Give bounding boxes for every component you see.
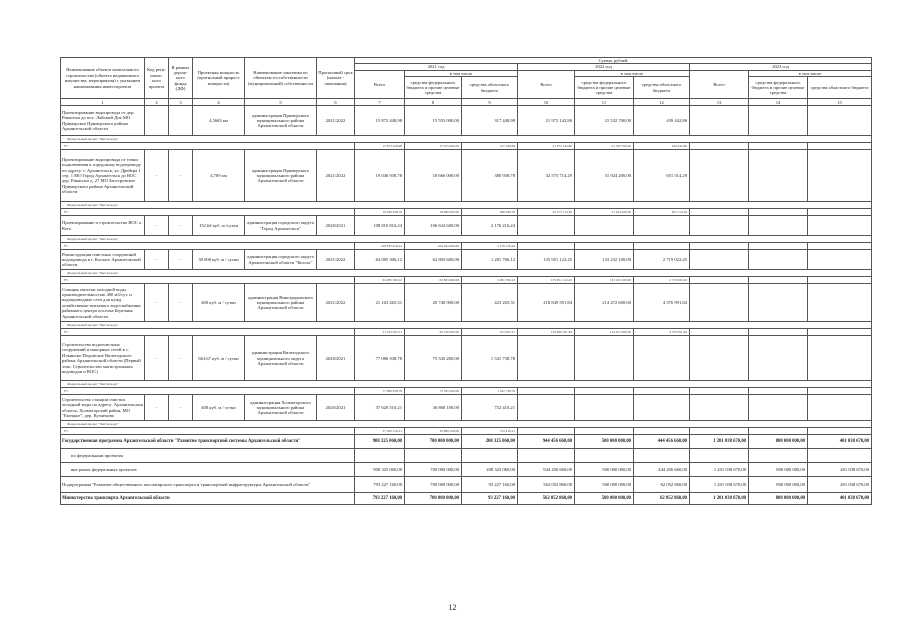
object-period: 2021/2022 (317, 106, 355, 136)
object-amount: 2 176 216,24 (462, 216, 518, 236)
column-number: 1 (61, 99, 145, 106)
program-row (61, 435, 872, 449)
federal-project-amount: 380 938,78 (462, 209, 518, 216)
object-name: Проектирование и строительство ВОС о. Кего (61, 216, 145, 236)
object-capacity: 152,64 куб. м /сутки (193, 216, 245, 236)
column-number-row (61, 99, 872, 106)
object-amount (518, 216, 575, 236)
outside-reg-2021: 208 325 060,00 (462, 463, 518, 477)
federal-project-label: Федеральный проект "Чистая вода" (61, 421, 872, 428)
outside-fed-label: вне рамок федеральных проектов (61, 463, 355, 477)
subprogram-total-2022: 562 052 860,00 (518, 477, 575, 493)
object-period: 2020/2021 (317, 216, 355, 236)
object-amount (518, 395, 575, 421)
object-amount: 32 575 714,29 (518, 150, 575, 202)
object-amount (749, 250, 808, 270)
object-row (61, 284, 872, 322)
federal-project-label: Федеральный проект "Чистая вода" (61, 270, 872, 277)
outside-reg-2023: 401 038 670,00 (808, 463, 872, 477)
object-amount (749, 395, 808, 421)
ministry-fed-2022: 500 000 000,00 (575, 493, 634, 505)
object-amount (634, 395, 690, 421)
federal-project-amount (634, 243, 690, 250)
federal-project-amount: 21 532 700,00 (575, 143, 634, 150)
federal-project-label-row (61, 322, 872, 329)
federal-project-amount (749, 143, 808, 150)
federal-project-amount: 214 472 600,00 (575, 329, 634, 336)
federal-project-row (61, 428, 872, 435)
header-fed-2022: средства федерального бюджета и прочие целевые средства (575, 77, 634, 99)
object-amount: 36 868 100,00 (405, 395, 462, 421)
column-number: 10 (518, 99, 575, 106)
federal-project-amount (808, 329, 872, 336)
federal-project-amount (690, 388, 749, 395)
federal-project-row (61, 143, 872, 150)
object-row (61, 250, 872, 270)
subprogram-fed-2023: 800 000 000,00 (749, 477, 808, 493)
object-code: - (145, 150, 169, 202)
federal-project-amount: 218 849 591,84 (518, 329, 575, 336)
subprogram-reg-2021: 93 227 160,00 (462, 477, 518, 493)
object-amount: 218 849 591,84 (518, 284, 575, 322)
federal-project-amount: 135 951 122,45 (518, 277, 575, 284)
federal-project-amount: 21 972 142,86 (518, 143, 575, 150)
federal-project-amount (808, 277, 872, 284)
subprogram-total-2023: 1 201 038 670,00 (690, 477, 749, 493)
federal-project-amount: 20 740 000,00 (405, 329, 462, 336)
program-fed-2022: 500 000 000,00 (575, 435, 634, 449)
federal-project-amount: 77 086 938,78 (355, 388, 405, 395)
object-row (61, 336, 872, 381)
object-capacity: 4,709 км (193, 150, 245, 202)
federal-project-amount: 317 448,98 (462, 143, 518, 150)
program-fed-2023: 800 000 000,00 (749, 435, 808, 449)
federal-project-amount (749, 243, 808, 250)
object-row (61, 216, 872, 236)
header-reg-2021: средства областного бюджета (462, 77, 518, 99)
object-amount (808, 106, 872, 136)
outside-total-2021: 908 325 060,00 (355, 463, 405, 477)
ministry-reg-2021: 93 227 160,00 (462, 493, 518, 505)
object-capacity: 4,5665 км (193, 106, 245, 136)
federal-project-row (61, 388, 872, 395)
federal-project-amount: 31 924 200,00 (575, 209, 634, 216)
subprogram-reg-2023: 401 038 670,00 (808, 477, 872, 493)
object-amount: 4 376 991,84 (634, 284, 690, 322)
federal-project-amount (518, 388, 575, 395)
object-amount: 752 410,21 (462, 395, 518, 421)
federal-project-amount (634, 428, 690, 435)
federal-project-label-row (61, 236, 872, 243)
federal-project-label: Федеральный проект "Чистая вода" (61, 136, 872, 143)
object-road-fund: - (169, 150, 193, 202)
program-total-2021: 908 325 060,00 (355, 435, 405, 449)
ministry-total-2022: 562 052 860,00 (518, 493, 575, 505)
subprogram-reg-2022: 62 052 860,00 (634, 477, 690, 493)
header-period: Прогнозный срок (начала - окончания) (317, 58, 355, 99)
fed-projects-row (61, 449, 872, 463)
object-amount (690, 250, 749, 270)
federal-project-code: F5 (61, 243, 355, 250)
object-period: 2020/2021 (317, 395, 355, 421)
object-amount: 423 265,31 (462, 284, 518, 322)
column-number: 3 (169, 99, 193, 106)
object-amount (749, 216, 808, 236)
header-sums: Сумма, рублей (355, 58, 872, 64)
federal-project-amount (749, 329, 808, 336)
outside-total-2023: 1 201 038 670,00 (690, 463, 749, 477)
federal-project-amount: 106 634 600,00 (405, 243, 462, 250)
object-amount: 317 448,98 (462, 106, 518, 136)
federal-project-label: Федеральный проект "Чистая вода" (61, 322, 872, 329)
header-fed-2021: средства федерального бюджета и прочие целевые средства (405, 77, 462, 99)
federal-project-amount: 2 176 216,24 (462, 243, 518, 250)
federal-project-amount (690, 277, 749, 284)
federal-project-amount: 133 232 100,00 (575, 277, 634, 284)
object-code (145, 106, 169, 136)
object-amount (808, 336, 872, 381)
object-amount: 62 803 600,00 (405, 250, 462, 270)
header-total-2023: Всего (690, 70, 749, 98)
federal-project-code: F5 (61, 143, 355, 150)
object-code: - (145, 250, 169, 270)
object-name: Проектирование водопровода от точки подключения к городскому водопроводу по адресу: г. Архангельск, ул. Дрейера 1 стр. 1 МО Город Архангельск до ВОС дер. Рикасиха д. 27 МО Заостровское Приморского района Архангельской области (61, 150, 145, 202)
object-amount: 21 163 265,31 (355, 284, 405, 322)
federal-project-amount (575, 428, 634, 435)
object-capacity: 400 куб. м / сутки (193, 284, 245, 322)
object-amount (808, 216, 872, 236)
header-capacity: Проектная мощность (прогнозный прирост мощности) (193, 58, 245, 99)
federal-project-amount (808, 428, 872, 435)
object-amount (575, 336, 634, 381)
federal-project-row (61, 329, 872, 336)
header-fed-2023: средства федерального бюджета и прочие целевые средства (749, 77, 808, 99)
object-road-fund: - (169, 336, 193, 381)
object-amount (749, 106, 808, 136)
object-amount: 77 086 938,78 (355, 336, 405, 381)
program-total-2022: 944 456 660,00 (518, 435, 575, 449)
federal-project-label-row (61, 202, 872, 209)
federal-project-label-row (61, 270, 872, 277)
header-year-2021: 2021 год (355, 64, 518, 70)
object-period: 2021/2022 (317, 250, 355, 270)
program-total-2023: 1 201 038 670,00 (690, 435, 749, 449)
header-project-code: Код реги-ональ-ного проекта (145, 58, 169, 99)
object-customer: администрация городского округа "Город Архангельск" (245, 216, 317, 236)
object-capacity: 30 000 куб. м / сутки (193, 250, 245, 270)
federal-project-code: F5 (61, 388, 355, 395)
header-customer: Наименование заказчика по объектам госсобственности (муниципальный) собственности (245, 58, 317, 99)
federal-project-amount (518, 428, 575, 435)
column-number: 14 (749, 99, 808, 106)
object-name: Строительство станции очистки холодной воды по адресу: Архангельская область, Холмогорский район, МО "Емецкое", дер. Кузнецово (61, 395, 145, 421)
subprogram-row (61, 477, 872, 493)
column-number: 11 (575, 99, 634, 106)
federal-project-code: F5 (61, 329, 355, 336)
federal-project-label-row (61, 136, 872, 143)
object-name: Проектирование водопровода от дер. Рикасиха до пос. Лайский Док МО Приморское Приморского района Архангельской области (61, 106, 145, 136)
program-reg-2021: 208 325 060,00 (462, 435, 518, 449)
outside-reg-2022: 444 456 660,00 (634, 463, 690, 477)
object-amount: 18 666 000,00 (405, 150, 462, 202)
federal-project-label: Федеральный проект "Чистая вода" (61, 236, 872, 243)
column-number: 6 (317, 99, 355, 106)
object-amount: 19 046 938,78 (355, 150, 405, 202)
object-road-fund: - (169, 395, 193, 421)
federal-project-amount: 19 046 938,78 (355, 209, 405, 216)
object-code: - (145, 336, 169, 381)
header-reg-2023: средства областного бюджета (808, 77, 872, 99)
object-road-fund: - (169, 250, 193, 270)
federal-project-amount: 1 281 706,12 (462, 277, 518, 284)
federal-project-amount: 2 719 022,45 (634, 277, 690, 284)
federal-project-amount (690, 143, 749, 150)
ministry-fed-2021: 700 000 000,00 (405, 493, 462, 505)
object-amount (690, 284, 749, 322)
object-amount (749, 150, 808, 202)
object-name: Реконструкция очистных сооружений водопровода в г. Котласе Архангельской области (61, 250, 145, 270)
object-name: Станция очистки холодной воды производительностью 400 м3/сут. и водопроводные сети для нужд хозяйственно-питьевого водоснабжения районного центра поселка Березник Архангельской области (61, 284, 145, 322)
object-customer: администрация городского округа Архангельской области "Котлас" (245, 250, 317, 270)
column-number: 12 (634, 99, 690, 106)
header-incl-2021: в том числе (405, 70, 518, 76)
program-title: Государственная программа Архангельской области "Развитие транспортной системы Архангельской области" (61, 435, 355, 449)
object-amount: 439 442,86 (634, 106, 690, 136)
column-number: 8 (405, 99, 462, 106)
federal-project-amount: 752 410,21 (462, 428, 518, 435)
outside-fed-2023: 800 000 000,00 (749, 463, 808, 477)
header-reg-2022: средства областного бюджета (634, 77, 690, 99)
column-number: 2 (145, 99, 169, 106)
federal-project-amount (575, 243, 634, 250)
federal-project-row (61, 243, 872, 250)
object-amount: 651 514,29 (634, 150, 690, 202)
column-number: 7 (355, 99, 405, 106)
object-row (61, 150, 872, 202)
ministry-total-2021: 793 227 160,00 (355, 493, 405, 505)
federal-project-code: F5 (61, 209, 355, 216)
page-number: 12 (448, 603, 457, 612)
federal-project-amount: 423 265,31 (462, 329, 518, 336)
object-amount (634, 216, 690, 236)
header-object-name: Наименование объекта капитального строительства (объекта недвижимого имущества, мероприятия) с указанием наименования инвестпроекта (61, 58, 145, 99)
fed-projects-label: по федеральным проектам (61, 449, 355, 463)
outside-total-2022: 944 456 660,00 (518, 463, 575, 477)
object-amount: 21 532 700,00 (575, 106, 634, 136)
object-amount (690, 216, 749, 236)
program-reg-2023: 401 038 670,00 (808, 435, 872, 449)
budget-table (60, 57, 872, 505)
object-amount: 15 555 000,00 (405, 106, 462, 136)
federal-project-amount (690, 243, 749, 250)
ministry-label: Министерство транспорта Архангельской области (61, 493, 355, 505)
federal-project-amount: 64 085 306,12 (355, 277, 405, 284)
object-amount (808, 250, 872, 270)
object-customer: администрация Виноградовского муниципального района Архангельской области (245, 284, 317, 322)
federal-project-amount (749, 428, 808, 435)
object-amount: 106 634 600,00 (405, 216, 462, 236)
program-reg-2022: 444 456 660,00 (634, 435, 690, 449)
object-amount (749, 336, 808, 381)
header-year-2023: 2023 год (690, 64, 872, 70)
column-number: 4 (193, 99, 245, 106)
subprogram-fed-2022: 500 000 000,00 (575, 477, 634, 493)
object-amount (575, 216, 634, 236)
object-amount (634, 336, 690, 381)
object-amount: 64 085 306,12 (355, 250, 405, 270)
federal-project-amount: 37 620 510,21 (355, 428, 405, 435)
federal-project-label-row (61, 381, 872, 388)
outside-fed-2021: 700 000 000,00 (405, 463, 462, 477)
header-incl-2023: в том числе (749, 70, 872, 76)
federal-project-amount: 18 666 000,00 (405, 209, 462, 216)
federal-project-amount: 439 442,86 (634, 143, 690, 150)
federal-project-label: Федеральный проект "Чистая вода" (61, 381, 872, 388)
object-amount (575, 395, 634, 421)
object-amount: 37 620 510,21 (355, 395, 405, 421)
federal-project-amount (749, 277, 808, 284)
ministry-total-2023: 1 201 038 670,00 (690, 493, 749, 505)
header-incl-2022: в том числе (575, 70, 690, 76)
federal-project-amount: 75 545 200,00 (405, 388, 462, 395)
object-amount (690, 336, 749, 381)
object-capacity: 408 куб. м / сутки (193, 395, 245, 421)
federal-project-amount: 108 810 816,24 (355, 243, 405, 250)
program-fed-2021: 700 000 000,00 (405, 435, 462, 449)
object-amount: 380 938,78 (462, 150, 518, 202)
object-customer: администрация Приморского муниципального района Архангельской области (245, 106, 317, 136)
outside-fed-2022: 500 000 000,00 (575, 463, 634, 477)
object-customer: администрация Приморского муниципального района Архангельской области (245, 150, 317, 202)
federal-project-amount: 62 803 600,00 (405, 277, 462, 284)
object-code: - (145, 395, 169, 421)
federal-project-amount (808, 388, 872, 395)
object-amount: 135 951 122,45 (518, 250, 575, 270)
object-amount: 1 541 738,78 (462, 336, 518, 381)
subprogram-label: Подпрограмма "Развитие общественного пассажирского транспорта и транспортной инфраструктуры Архангельской области" (61, 477, 355, 493)
object-row (61, 395, 872, 421)
object-amount: 21 972 142,86 (518, 106, 575, 136)
object-amount: 2 719 022,45 (634, 250, 690, 270)
federal-project-amount (690, 329, 749, 336)
header-road-fund: В рамках дорож-ного фонда (ДФ) (169, 58, 193, 99)
federal-project-amount: 15 872 448,98 (355, 143, 405, 150)
federal-project-amount (749, 209, 808, 216)
object-amount (690, 395, 749, 421)
object-customer: администрация Холмогорского муниципального района Архангельской области (245, 395, 317, 421)
object-amount: 214 472 600,00 (575, 284, 634, 322)
object-row (61, 106, 872, 136)
column-number: 13 (690, 99, 749, 106)
object-amount (749, 284, 808, 322)
object-customer: администрация Вилегодского муниципального округа Архангельской области (245, 336, 317, 381)
object-amount: 15 872 448,98 (355, 106, 405, 136)
column-number: 15 (808, 99, 872, 106)
header-total-2022: Всего (518, 70, 575, 98)
object-road-fund (169, 106, 193, 136)
federal-project-code: F5 (61, 428, 355, 435)
object-road-fund: - (169, 284, 193, 322)
object-period: 2020/2021 (317, 336, 355, 381)
object-period: 2021/2022 (317, 284, 355, 322)
header-year-2022: 2022 год (518, 64, 690, 70)
federal-project-amount (808, 243, 872, 250)
object-period: 2021/2022 (317, 150, 355, 202)
outside-fed-row (61, 463, 872, 477)
object-code: - (145, 284, 169, 322)
column-number: 9 (462, 99, 518, 106)
federal-project-amount (690, 428, 749, 435)
object-road-fund: - (169, 216, 193, 236)
federal-project-label-row (61, 421, 872, 428)
ministry-row (61, 493, 872, 505)
object-amount: 133 232 100,00 (575, 250, 634, 270)
column-number: 5 (245, 99, 317, 106)
ministry-reg-2023: 401 038 670,00 (808, 493, 872, 505)
ministry-reg-2022: 62 052 860,00 (634, 493, 690, 505)
federal-project-amount (634, 388, 690, 395)
federal-project-amount (690, 209, 749, 216)
header-total-2021: Всего (355, 70, 405, 98)
federal-project-amount: 4 376 991,84 (634, 329, 690, 336)
object-capacity: 663,67 куб. м / сутки (193, 336, 245, 381)
federal-project-row (61, 209, 872, 216)
object-amount: 20 740 000,00 (405, 284, 462, 322)
object-amount (808, 395, 872, 421)
object-amount (808, 150, 872, 202)
object-code: - (145, 216, 169, 236)
object-amount: 75 545 200,00 (405, 336, 462, 381)
subprogram-total-2021: 793 227 160,00 (355, 477, 405, 493)
federal-project-amount (518, 243, 575, 250)
federal-project-amount: 36 868 100,00 (405, 428, 462, 435)
federal-project-amount (749, 388, 808, 395)
ministry-fed-2023: 800 000 000,00 (749, 493, 808, 505)
subprogram-fed-2021: 700 000 000,00 (405, 477, 462, 493)
object-amount (808, 284, 872, 322)
object-amount (518, 336, 575, 381)
federal-project-amount: 1 541 738,78 (462, 388, 518, 395)
federal-project-amount (808, 209, 872, 216)
federal-project-amount (575, 388, 634, 395)
federal-project-amount: 32 575 714,29 (518, 209, 575, 216)
federal-project-row (61, 277, 872, 284)
object-amount: 108 810 816,24 (355, 216, 405, 236)
budget-table-page (60, 57, 871, 505)
federal-project-code: F5 (61, 277, 355, 284)
object-amount: 31 924 200,00 (575, 150, 634, 202)
federal-project-amount (808, 143, 872, 150)
federal-project-amount: 15 555 000,00 (405, 143, 462, 150)
federal-project-amount: 21 163 265,31 (355, 329, 405, 336)
object-name: Строительство водоочистных сооружений и напорных сетей в с. Ильинско-Подомское Вилегодского района Архангельской области (Первый этап. Строительство магистральных водоводов и ВОС) (61, 336, 145, 381)
federal-project-label: Федеральный проект "Чистая вода" (61, 202, 872, 209)
federal-project-amount: 651 514,29 (634, 209, 690, 216)
object-amount (690, 150, 749, 202)
object-amount (690, 106, 749, 136)
object-amount: 1 281 706,12 (462, 250, 518, 270)
